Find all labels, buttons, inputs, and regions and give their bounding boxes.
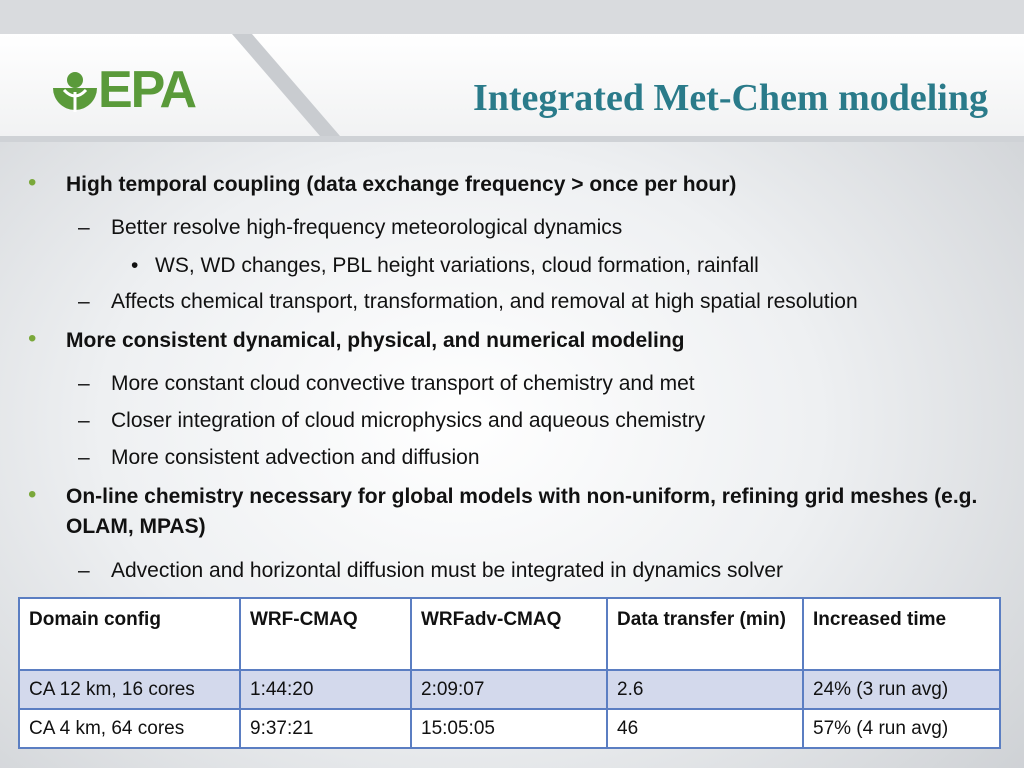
bullet-icon: • xyxy=(28,481,37,508)
sub-bullet-text: More constant cloud convective transport of chemistry and met xyxy=(111,372,695,395)
table-cell: 9:37:21 xyxy=(240,709,411,748)
dash-icon: – xyxy=(78,216,90,239)
table-header-cell: Increased time xyxy=(803,598,1000,670)
dot-icon: • xyxy=(131,254,139,277)
bullet-text: More consistent dynamical, physical, and numerical modeling xyxy=(66,329,685,352)
epa-logo xyxy=(50,62,210,118)
table-cell: 2.6 xyxy=(607,670,803,709)
table-cell: 46 xyxy=(607,709,803,748)
slide-header xyxy=(0,0,1024,160)
dash-icon: – xyxy=(78,446,90,469)
bullet-icon: • xyxy=(28,325,37,352)
sub-bullet-text: Advection and horizontal diffusion must be integrated in dynamics solver xyxy=(111,559,783,582)
bullet-icon: • xyxy=(28,169,37,196)
table-cell: 1:44:20 xyxy=(240,670,411,709)
bullet-text: High temporal coupling (data exchange frequency > once per hour) xyxy=(66,173,737,196)
table-row xyxy=(19,670,1000,709)
table-cell: 24% (3 run avg) xyxy=(803,670,1000,709)
sub-sub-bullet-text: WS, WD changes, PBL height variations, cloud formation, rainfall xyxy=(155,254,759,277)
table-header-cell: Data transfer (min) xyxy=(607,598,803,670)
dash-icon: – xyxy=(78,290,90,313)
table-cell: 15:05:05 xyxy=(411,709,607,748)
table-header-cell: Domain config xyxy=(19,598,240,670)
table-cell: CA 4 km, 64 cores xyxy=(19,709,240,748)
sub-bullet-text: Better resolve high-frequency meteorological dynamics xyxy=(111,216,623,239)
table-header-cell: WRFadv-CMAQ xyxy=(411,598,607,670)
table-header-row xyxy=(19,598,1000,670)
dash-icon: – xyxy=(78,409,90,432)
table-row xyxy=(19,709,1000,748)
sub-bullet-text: More consistent advection and diffusion xyxy=(111,446,480,469)
table-cell: CA 12 km, 16 cores xyxy=(19,670,240,709)
timing-table xyxy=(18,597,1001,749)
epa-logo-text: EPA xyxy=(98,61,196,119)
table-cell: 2:09:07 xyxy=(411,670,607,709)
dash-icon: – xyxy=(78,372,90,395)
slide-title: Integrated Met-Chem modeling xyxy=(472,77,988,119)
sub-bullet-text: Closer integration of cloud microphysics and aqueous chemistry xyxy=(111,409,706,432)
table-cell: 57% (4 run avg) xyxy=(803,709,1000,748)
epa-flower-icon xyxy=(50,68,100,124)
sub-bullet-text: Affects chemical transport, transformation, and removal at high spatial resolution xyxy=(111,290,858,313)
dash-icon: – xyxy=(78,559,90,582)
table-header-cell: WRF-CMAQ xyxy=(240,598,411,670)
bullet-text: On-line chemistry necessary for global models with non-uniform, refining grid meshes (e.g. OLAM, MPAS) xyxy=(66,485,978,538)
